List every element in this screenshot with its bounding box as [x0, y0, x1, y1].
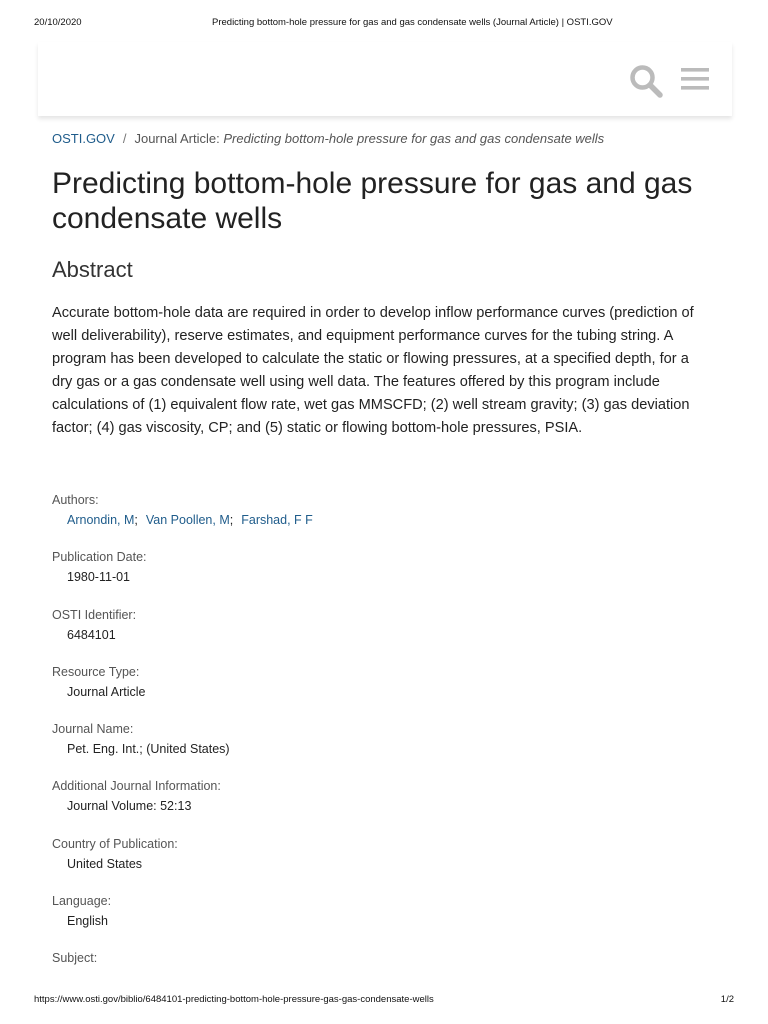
- metadata-list: [52, 492, 712, 1008]
- additional-info-label: Additional Journal Information:: [52, 779, 221, 794]
- publication-date-value: 1980-11-01: [67, 570, 131, 585]
- subject-label: Subject:: [52, 951, 98, 966]
- print-date: 20/10/2020: [34, 17, 82, 28]
- additional-info-value: Journal Volume: 52:13: [67, 799, 192, 814]
- author-separator: ;: [229, 513, 234, 527]
- page-title: Predicting bottom-hole pressure for gas and gas condensate wells: [52, 167, 693, 235]
- breadcrumb-home-link[interactable]: OSTI.GOV: [52, 131, 115, 146]
- authors-list: [52, 511, 712, 529]
- breadcrumb-type: Journal Article:: [134, 131, 220, 146]
- meta-country: [52, 836, 712, 893]
- print-page-number: 1/2: [720, 994, 734, 1005]
- meta-resource-type: [52, 664, 712, 721]
- abstract-heading: Abstract: [52, 257, 133, 282]
- language-value: English: [67, 914, 108, 929]
- meta-authors: [52, 492, 712, 549]
- breadcrumb-separator: /: [122, 131, 127, 146]
- country-label: Country of Publication:: [52, 836, 178, 851]
- author-separator: ;: [134, 513, 138, 527]
- search-icon[interactable]: [629, 64, 663, 98]
- osti-identifier-label: OSTI Identifier:: [52, 607, 137, 622]
- meta-language: [52, 893, 712, 950]
- meta-publication-date: [52, 549, 712, 606]
- osti-identifier-value: 6484101: [67, 627, 116, 642]
- meta-journal-name: [52, 721, 712, 778]
- print-footer: [0, 994, 768, 1008]
- language-label: Language:: [52, 894, 112, 909]
- resource-type-value: Journal Article: [67, 684, 146, 699]
- journal-name-value: Pet. Eng. Int.; (United States): [67, 742, 230, 757]
- site-header: [38, 42, 732, 116]
- author-link[interactable]: Arnondin, M: [67, 513, 135, 527]
- country-value: United States: [67, 856, 143, 871]
- menu-icon[interactable]: [680, 66, 710, 92]
- author-link[interactable]: Van Poollen, M: [145, 513, 230, 527]
- print-page-title: Predicting bottom-hole pressure for gas and gas condensate wells (Journal Article) | OSTI.GOV: [212, 17, 613, 28]
- print-header: [0, 17, 768, 31]
- author-link[interactable]: Farshad, F F: [241, 513, 313, 527]
- meta-additional-info: [52, 778, 712, 835]
- authors-label: Authors:: [52, 493, 99, 507]
- publication-date-label: Publication Date:: [52, 550, 147, 565]
- journal-name-label: Journal Name:: [52, 722, 134, 737]
- abstract-text: Accurate bottom-hole data are required in order to develop inflow performance curves (prediction of well deliverability), reserve estimates, and equipment performance curves for the tubing string. A program has been developed to calculate the static or flowing pressures, at a specified depth, for a dry gas or a gas condensate well using well data. The features offered by this program include calculations of (1) equivalent flow rate, wet gas MMSCFD; (2) well stream gravity; (3) gas deviation factor; (4) gas viscosity, CP; and (5) static or flowing bottom-hole pressures, PSIA.: [52, 305, 694, 436]
- breadcrumb: [52, 131, 604, 146]
- resource-type-label: Resource Type:: [52, 664, 140, 679]
- meta-osti-identifier: [52, 607, 712, 664]
- breadcrumb-current: Predicting bottom-hole pressure for gas and gas condensate wells: [223, 131, 605, 146]
- print-url: https://www.osti.gov/biblio/6484101-predicting-bottom-hole-pressure-gas-gas-condensate-wells: [34, 994, 434, 1005]
